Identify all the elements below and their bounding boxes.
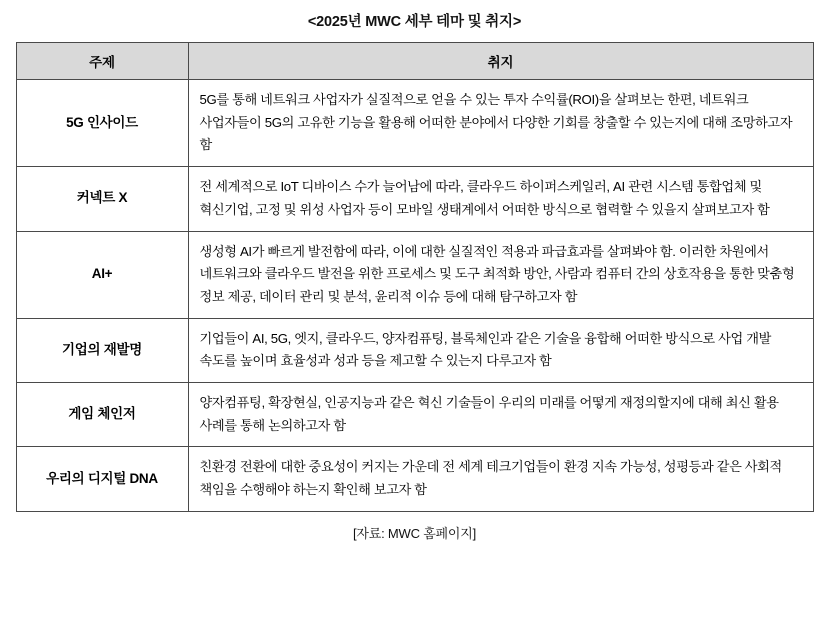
table-header bbox=[16, 43, 813, 80]
table-body bbox=[16, 80, 813, 512]
cell-topic: 커넥트 X bbox=[16, 167, 188, 231]
cell-topic: 기업의 재발명 bbox=[16, 318, 188, 382]
column-header-topic: 주제 bbox=[16, 43, 188, 80]
page-title: <2025년 MWC 세부 테마 및 취지> bbox=[307, 14, 522, 30]
table-row bbox=[16, 447, 813, 511]
table-header-row bbox=[16, 43, 813, 80]
cell-topic: 게임 체인저 bbox=[16, 383, 188, 447]
table-row bbox=[16, 318, 813, 382]
cell-desc: 5G를 통해 네트워크 사업자가 실질적으로 얻을 수 있는 투자 수익률(ROI)을 살펴보는 한편, 네트워크 사업자들이 5G의 고유한 기능을 활용해 어떠한 분야에서 다양한 기회를 창출할 수 있는지에 대해 조망하고자 함 bbox=[188, 80, 813, 167]
cell-topic: AI+ bbox=[16, 231, 188, 318]
cell-desc: 기업들이 AI, 5G, 엣지, 클라우드, 양자컴퓨팅, 블록체인과 같은 기술을 융합해 어떠한 방식으로 사업 개발 속도를 높이며 효율성과 성과 등을 제고할 수 있는지 다루고자 함 bbox=[188, 318, 813, 382]
table-row bbox=[16, 167, 813, 231]
cell-desc: 양자컴퓨팅, 확장현실, 인공지능과 같은 혁신 기술들이 우리의 미래를 어떻게 재정의할지에 대해 최신 활용 사례를 통해 논의하고자 함 bbox=[188, 383, 813, 447]
table-row bbox=[16, 231, 813, 318]
cell-topic: 우리의 디지털 DNA bbox=[16, 447, 188, 511]
table-row bbox=[16, 383, 813, 447]
cell-topic: 5G 인사이드 bbox=[16, 80, 188, 167]
cell-desc: 생성형 AI가 빠르게 발전함에 따라, 이에 대한 실질적인 적용과 파급효과를 살펴봐야 함. 이러한 차원에서 네트워크와 클라우드 발전을 위한 프로세스 및 도구 최적화 방안, 사람과 컴퓨터 간의 상호작용을 통한 맞춤형 정보 제공, 데이터 관리 및 분석, 윤리적 이슈 등에 대해 탐구하고자 함 bbox=[188, 231, 813, 318]
table-row bbox=[16, 80, 813, 167]
cell-desc: 친환경 전환에 대한 중요성이 커지는 가운데 전 세계 테크기업들이 환경 지속 가능성, 성평등과 같은 사회적 책임을 수행해야 하는지 확인해 보고자 함 bbox=[188, 447, 813, 511]
source-note: [자료: MWC 홈페이지] bbox=[352, 525, 477, 541]
column-header-desc: 취지 bbox=[188, 43, 813, 80]
theme-table bbox=[16, 42, 814, 512]
cell-desc: 전 세계적으로 IoT 디바이스 수가 늘어남에 따라, 클라우드 하이퍼스케일러, AI 관련 시스템 통합업체 및 혁신기업, 고정 및 위성 사업자 등이 모바일 생태계에서 어떠한 방식으로 협력할 수 있을지 살펴보고자 함 bbox=[188, 167, 813, 231]
